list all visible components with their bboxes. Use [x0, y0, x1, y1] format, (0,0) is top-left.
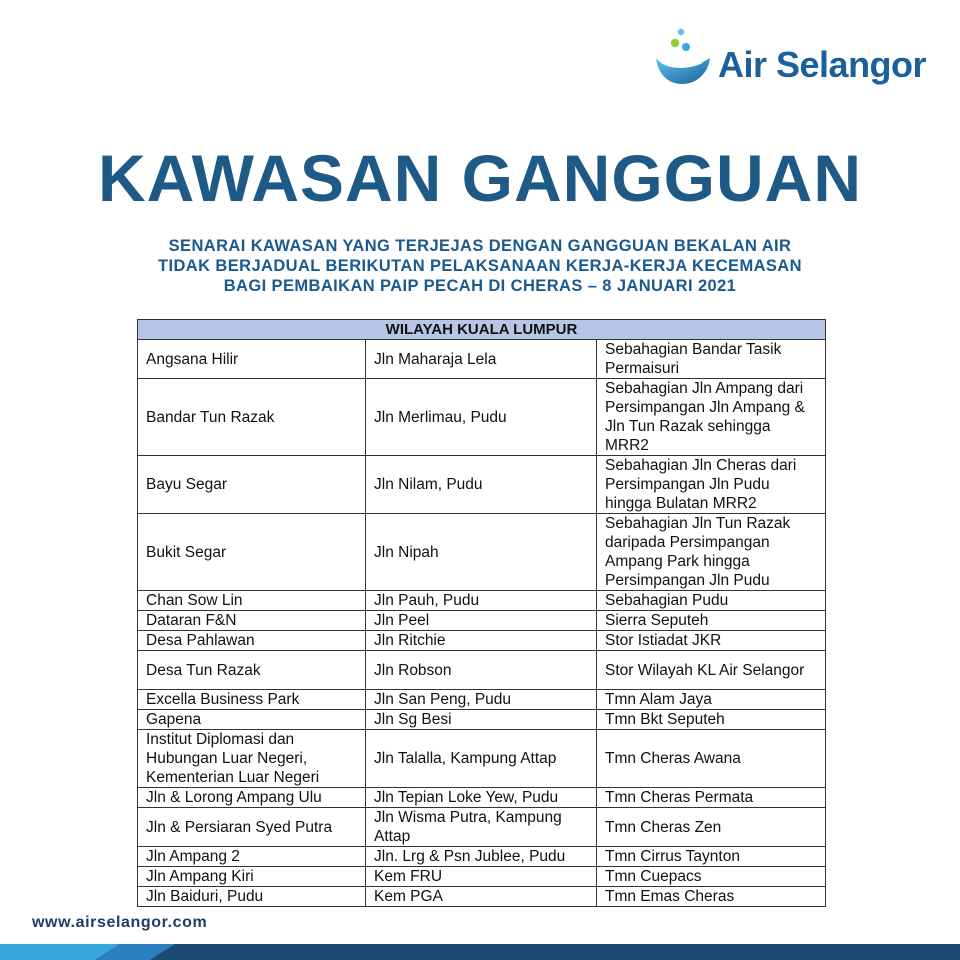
- location-cell: Stor Istiadat JKR: [597, 631, 826, 651]
- footer-stripe: [0, 944, 960, 960]
- street-cell: Jln Nilam, Pudu: [366, 456, 597, 514]
- street-cell: Jln. Lrg & Psn Jublee, Pudu: [366, 847, 597, 867]
- table-row: [138, 514, 826, 591]
- area-name-cell: Jln Ampang Kiri: [138, 867, 366, 887]
- table-row: [138, 631, 826, 651]
- area-name-cell: Bukit Segar: [138, 514, 366, 591]
- table-row: [138, 847, 826, 867]
- street-cell: Jln Robson: [366, 651, 597, 690]
- table-header-row: [138, 320, 826, 340]
- area-name-cell: Excella Business Park: [138, 690, 366, 710]
- street-cell: Jln Maharaja Lela: [366, 340, 597, 379]
- area-name-cell: Gapena: [138, 710, 366, 730]
- location-cell: Tmn Emas Cheras: [597, 887, 826, 907]
- area-name-cell: Jln Ampang 2: [138, 847, 366, 867]
- table-body: [138, 340, 826, 907]
- table-row: [138, 340, 826, 379]
- street-cell: Jln Peel: [366, 611, 597, 631]
- location-cell: Tmn Cuepacs: [597, 867, 826, 887]
- area-name-cell: Desa Pahlawan: [138, 631, 366, 651]
- area-name-cell: Jln & Persiaran Syed Putra: [138, 808, 366, 847]
- table-row: [138, 456, 826, 514]
- area-name-cell: Jln Baiduri, Pudu: [138, 887, 366, 907]
- area-name-cell: Angsana Hilir: [138, 340, 366, 379]
- subtitle-line: TIDAK BERJADUAL BERIKUTAN PELAKSANAAN KERJA-KERJA KECEMASAN: [158, 257, 802, 275]
- table-row: [138, 379, 826, 456]
- location-cell: Sebahagian Bandar Tasik Permaisuri: [597, 340, 826, 379]
- region-header: WILAYAH KUALA LUMPUR: [138, 320, 826, 340]
- table-row: [138, 808, 826, 847]
- air-selangor-logo: [652, 24, 942, 94]
- table-row: [138, 651, 826, 690]
- location-cell: Tmn Cirrus Taynton: [597, 847, 826, 867]
- location-cell: Sebahagian Jln Ampang dari Persimpangan Jln Ampang & Jln Tun Razak sehingga MRR2: [597, 379, 826, 456]
- street-cell: Kem FRU: [366, 867, 597, 887]
- location-cell: Sebahagian Jln Cheras dari Persimpangan Jln Pudu hingga Bulatan MRR2: [597, 456, 826, 514]
- subtitle-line: BAGI PEMBAIKAN PAIP PECAH DI CHERAS – 8 JANUARI 2021: [223, 277, 737, 295]
- water-drop-logo-icon: [652, 24, 716, 88]
- page-title: KAWASAN GANGGUAN: [97, 141, 862, 215]
- location-cell: Tmn Cheras Zen: [597, 808, 826, 847]
- area-name-cell: Desa Tun Razak: [138, 651, 366, 690]
- website-url: www.airselangor.com: [32, 914, 208, 931]
- area-name-cell: Bandar Tun Razak: [138, 379, 366, 456]
- brand-name: Air Selangor: [718, 44, 927, 85]
- area-name-cell: Chan Sow Lin: [138, 591, 366, 611]
- area-name-cell: Institut Diplomasi dan Hubungan Luar Negeri, Kementerian Luar Negeri: [138, 730, 366, 788]
- location-cell: Sierra Seputeh: [597, 611, 826, 631]
- street-cell: Jln Ritchie: [366, 631, 597, 651]
- street-cell: Jln Nipah: [366, 514, 597, 591]
- street-cell: Jln Merlimau, Pudu: [366, 379, 597, 456]
- table-row: [138, 887, 826, 907]
- table-row: [138, 788, 826, 808]
- street-cell: Jln Pauh, Pudu: [366, 591, 597, 611]
- street-cell: Jln San Peng, Pudu: [366, 690, 597, 710]
- subtitle: [60, 236, 900, 296]
- location-cell: Tmn Cheras Awana: [597, 730, 826, 788]
- affected-areas-table: [137, 319, 826, 907]
- table-row: [138, 611, 826, 631]
- street-cell: Jln Tepian Loke Yew, Pudu: [366, 788, 597, 808]
- subtitle-line: SENARAI KAWASAN YANG TERJEJAS DENGAN GANGGUAN BEKALAN AIR: [168, 237, 792, 255]
- area-name-cell: Jln & Lorong Ampang Ulu: [138, 788, 366, 808]
- location-cell: Sebahagian Jln Tun Razak daripada Persimpangan Ampang Park hingga Persimpangan Jln Pudu: [597, 514, 826, 591]
- street-cell: Kem PGA: [366, 887, 597, 907]
- location-cell: Tmn Bkt Seputeh: [597, 710, 826, 730]
- street-cell: Jln Talalla, Kampung Attap: [366, 730, 597, 788]
- table-row: [138, 730, 826, 788]
- location-cell: Sebahagian Pudu: [597, 591, 826, 611]
- table-row: [138, 690, 826, 710]
- street-cell: Jln Wisma Putra, Kampung Attap: [366, 808, 597, 847]
- area-name-cell: Dataran F&N: [138, 611, 366, 631]
- area-name-cell: Bayu Segar: [138, 456, 366, 514]
- table-row: [138, 867, 826, 887]
- location-cell: Stor Wilayah KL Air Selangor: [597, 651, 826, 690]
- table-row: [138, 710, 826, 730]
- location-cell: Tmn Alam Jaya: [597, 690, 826, 710]
- street-cell: Jln Sg Besi: [366, 710, 597, 730]
- table-row: [138, 591, 826, 611]
- location-cell: Tmn Cheras Permata: [597, 788, 826, 808]
